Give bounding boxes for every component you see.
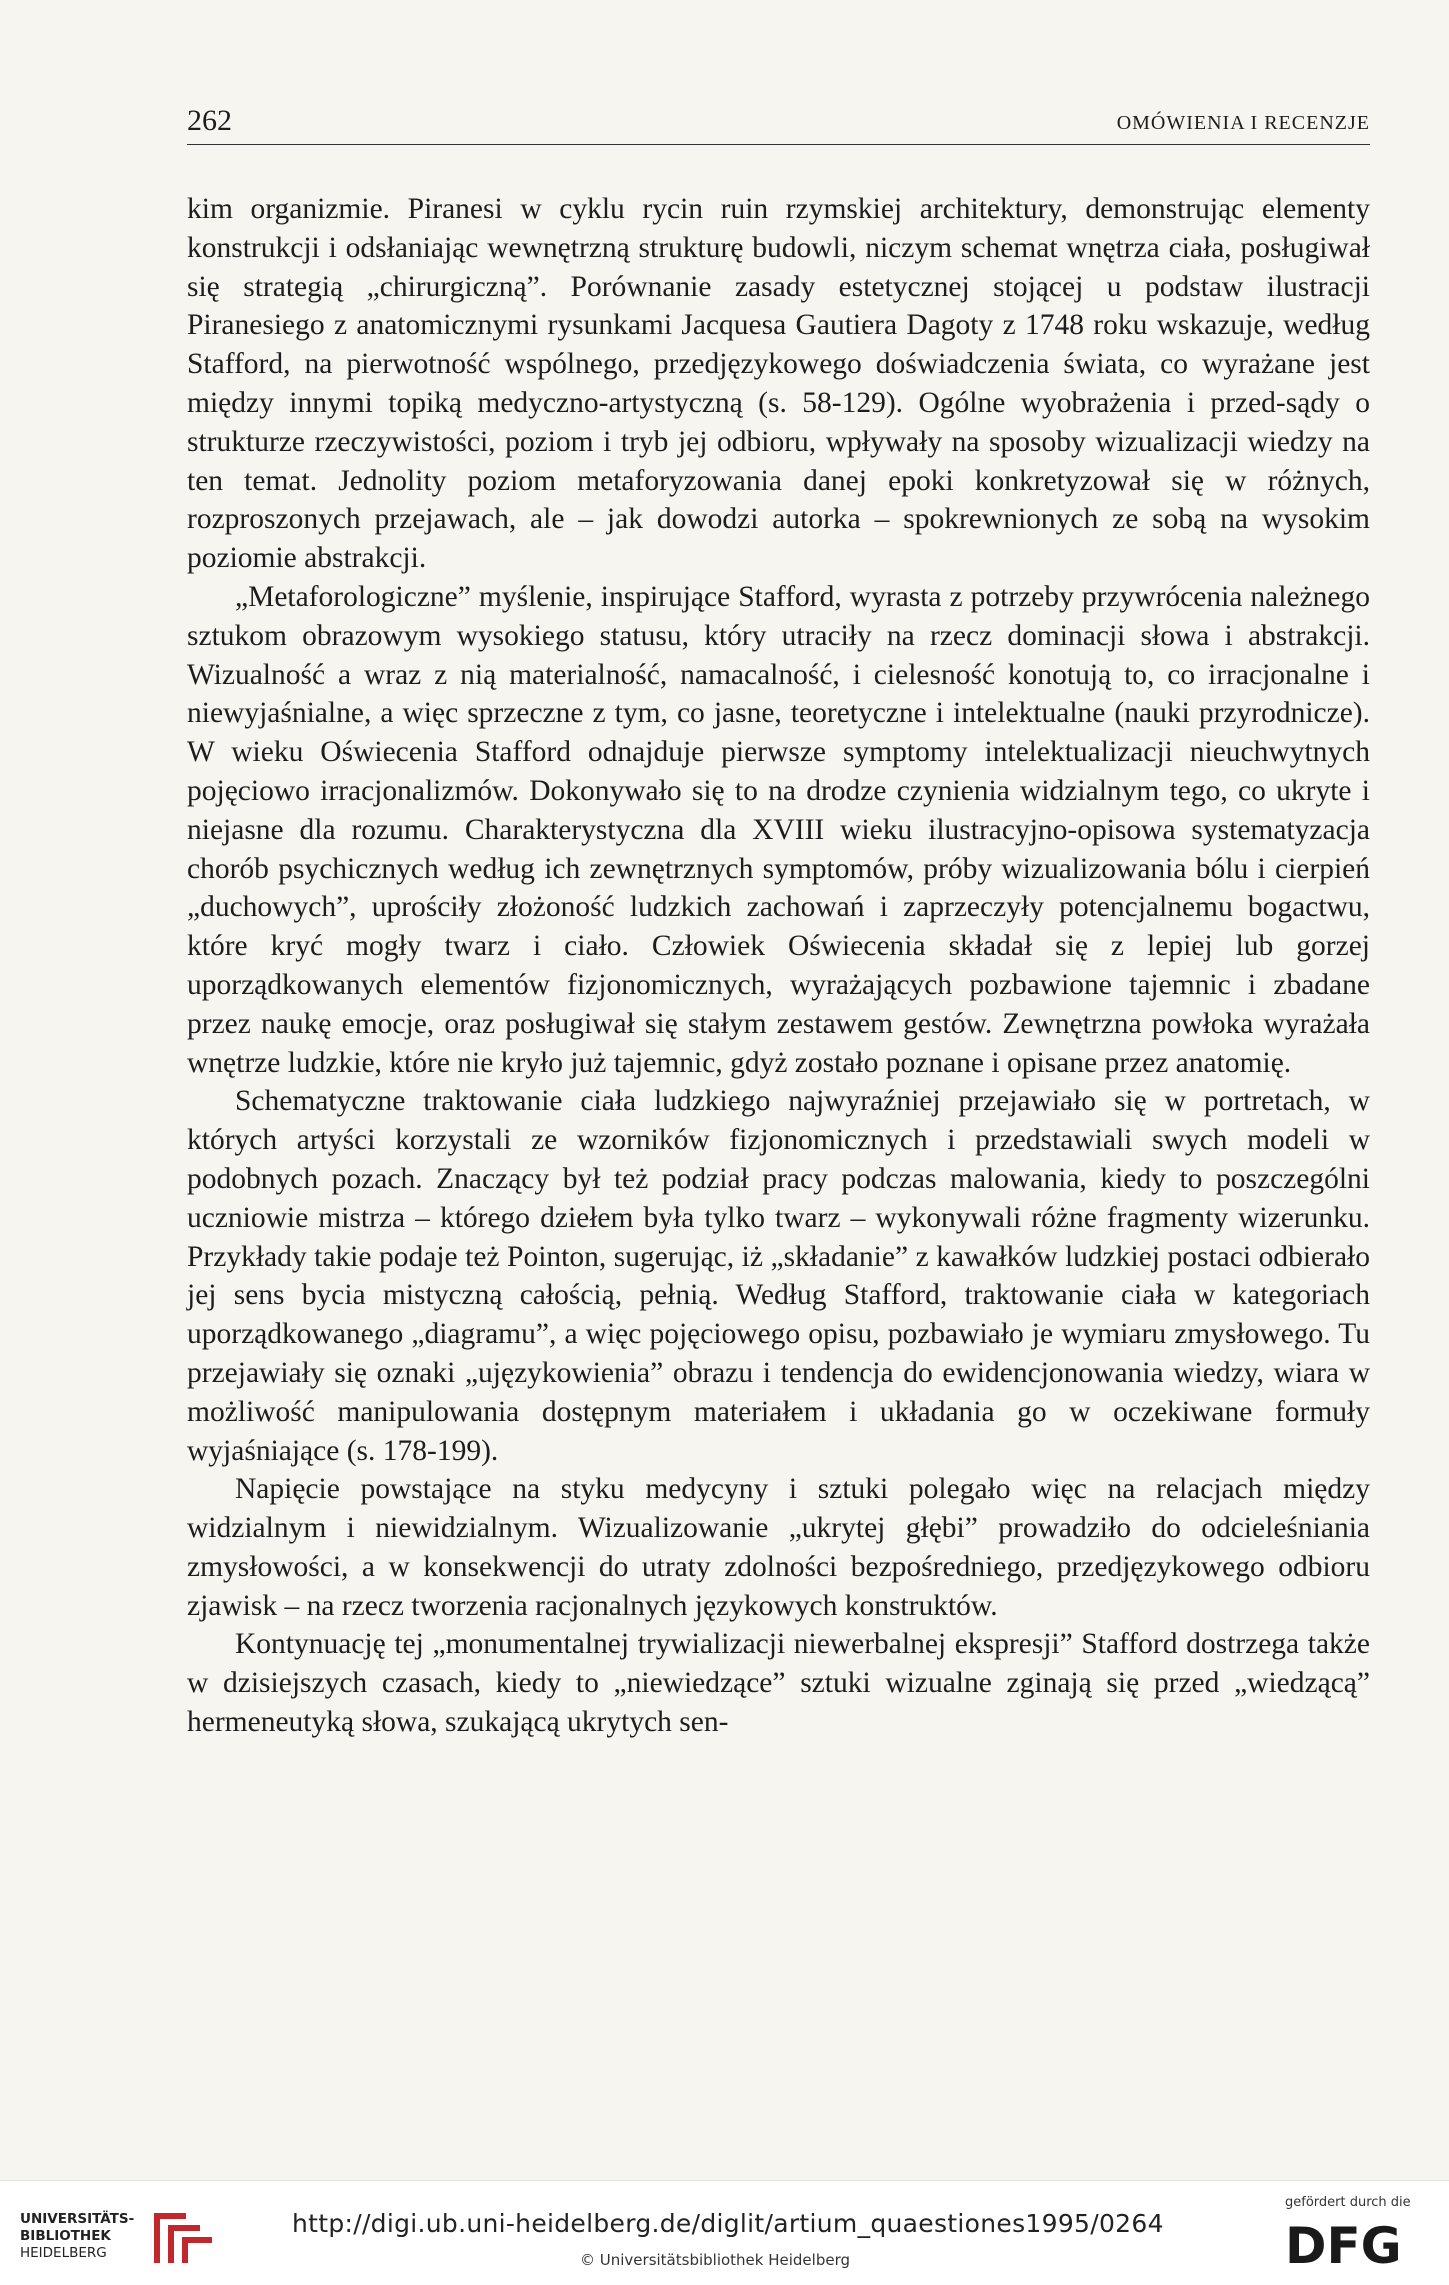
svg-text:DFG: DFG (1285, 2217, 1402, 2269)
dfg-note: gefördert durch die (1285, 2195, 1411, 2210)
paragraph: Schematyczne traktowanie ciała ludzkiego najwyraźniej przejawiało się w portretach, w których artyści korzystali ze wzorników fizjonomicznych i przedstawiali swych modeli w podobnych pozach. Znaczący był też podział pracy podczas malowania, kiedy to poszczególni uczniowie mistrza – którego dziełem była tylko twarz – wykonywali różne fragmenty wizerunku. Przykłady takie podaje też Pointon, sugerując, iż „składanie” z kawałków ludzkiej postaci odbierało jej sens bycia mistyczną całością, pełnią. Według Stafford, traktowanie ciała w kategoriach uporządkowanego „diagramu”, a więc pojęciowego opisu, pozbawiało je wymiaru zmysłowego. Tu przejawiały się oznaki „ujęzykowienia” obrazu i tendencja do ewidencjonowania wiedzy, wiara w możliwość manipulowania dostępnym materiałem i układania go w oczekiwane formuły wyjaśniające (s. 178-199). (187, 1085, 1370, 1467)
article-body (187, 190, 1370, 1742)
paragraph: kim organizmie. Piranesi w cyklu rycin ruin rzymskiej architektury, demonstrując elementy konstrukcji i odsłaniając wewnętrzną strukturę budowli, niczym schemat wnętrza ciała, posługiwał się strategią „chirurgiczną”. Porównanie zasady estetycznej stojącej u podstaw ilustracji Piranesiego z anatomicznymi rysunkami Jacquesa Gautiera Dagoty z 1748 roku wskazuje, według Stafford, na pierwotność wspólnego, przedjęzykowego doświadczenia świata, co wyrażane jest między innymi topiką medyczno-artystyczną (s. 58-129). Ogólne wyobrażenia i przed-sądy o strukturze rzeczywistości, poziom i tryb jej odbioru, wpływały na sposoby wizualizacji wiedzy na ten temat. Jednolity poziom metaforyzowania danej epoki konkretyzował się w różnych, rozproszonych przejawach, ale – jak dowodzi autorka – spokrewnionych ze sobą na wysokim poziomie abstrakcji. (187, 193, 1370, 575)
ub-heidelberg-logo-icon (146, 2205, 226, 2269)
dfg-funding[interactable] (1285, 2195, 1435, 2275)
paragraph: „Metaforologiczne” myślenie, inspirujące Stafford, wyrasta z potrzeby przywrócenia należnego sztukom obrazowym wysokiego statusu, który utraciły na rzecz dominacji słowa i abstrakcji. Wizualność a wraz z nią materialność, namacalność, i cielesność konotują to, co irracjonalne i niewyjaśnialne, a więc sprzeczne z tym, co jasne, teoretyczne i intelektualne (nauki przyrodnicze). W wieku Oświecenia Stafford odnajduje pierwsze symptomy intelektualizacji nieuchwytnych pojęciowo irracjonalizmów. Dokonywało się to na drodze czynienia widzialnym tego, co ukryte i niejasne dla rozumu. Charakterystyczna dla XVIII wieku ilustracyjno-opisowa systematyzacja chorób psychicznych według ich zewnętrznych symptomów, próby wizualizowania bólu i cierpień „duchowych”, uprościły złożoność ludzkich zachowań i zaprzeczyły potencjalnemu bogactwu, które kryć mogły twarz i ciało. Człowiek Oświecenia składał się z lepiej lub gorzej uporządkowanych elementów fizjonomicznych, wyrażających pozbawione tajemnic i zbadane przez naukę emocje, oraz posługiwał się stałym zestawem gestów. Zewnętrzna powłoka wyrażała wnętrze ludzkie, które nie kryło już tajemnic, gdyż zostało poznane i opisane przez anatomię. (187, 580, 1370, 1079)
copyright-note: © Universitätsbibliothek Heidelberg (580, 2251, 851, 2269)
page-number: 262 (187, 104, 232, 137)
running-head: OMÓWIENIA I RECENZJE (1116, 112, 1370, 134)
permalink-url[interactable]: http://digi.ub.uni-heidelberg.de/diglit/artium_quaestiones1995/0264 (292, 2209, 1164, 2238)
library-logo[interactable] (20, 2205, 260, 2269)
paragraph: Napięcie powstające na styku medycyny i sztuki polegało więc na relacjach między widzialnym i niewidzialnym. Wizualizowanie „ukrytej głębi” prowadziło do odcieleśniania zmysłowości, a w konsekwencji do utraty zdolności bezpośredniego, przedjęzykowego odbioru zjawisk – na rzecz tworzenia racjonalnych językowych konstruktów. (187, 1473, 1370, 1622)
paragraph: Kontynuację tej „monumentalnej trywializacji niewerbalnej ekspresji” Stafford dostrzega także w dzisiejszych czasach, kiedy to „niewiedzące” sztuki wizualne zginają się przed „wiedzącą” hermeneutyką słowa, szukającą ukrytych sen- (187, 1628, 1370, 1739)
digitization-footer (0, 2180, 1449, 2285)
dfg-logo-icon (1285, 2217, 1415, 2269)
page-header (187, 100, 1370, 145)
library-name: UNIVERSITÄTS- BIBLIOTHEK HEIDELBERG (20, 2211, 135, 2261)
